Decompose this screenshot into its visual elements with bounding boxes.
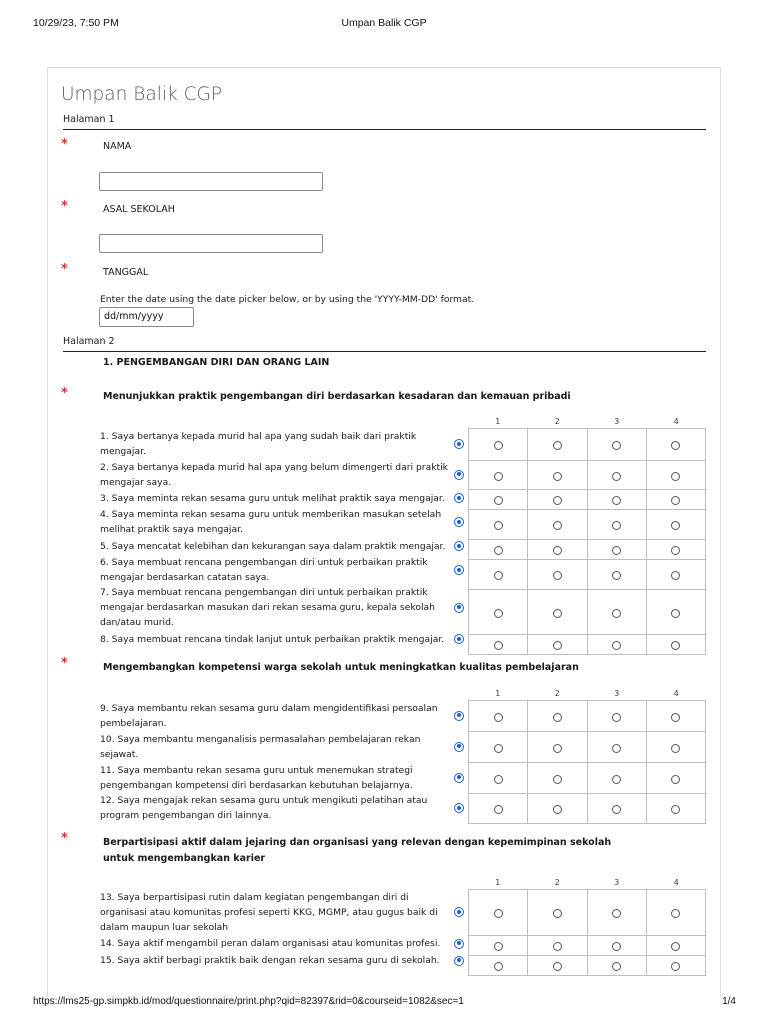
required-asterisk: * <box>61 656 68 671</box>
table-row <box>469 732 706 763</box>
radio-option-4[interactable] <box>671 521 680 530</box>
no-answer-radio-selected[interactable] <box>454 907 464 917</box>
radio-option-1[interactable] <box>494 909 503 918</box>
rating-cell-1 <box>469 936 528 956</box>
no-answer-radio-selected[interactable] <box>454 773 464 783</box>
rating-cell-4 <box>646 510 705 540</box>
no-answer-radio-selected[interactable] <box>454 565 464 575</box>
table-row <box>469 890 706 936</box>
scale-label: 3 <box>614 878 620 887</box>
scale-header <box>468 878 706 888</box>
rating-cell-3 <box>587 560 646 590</box>
scale-label: 3 <box>614 689 620 698</box>
radio-option-4[interactable] <box>671 775 680 784</box>
radio-option-2[interactable] <box>553 496 562 505</box>
required-asterisk: * <box>61 262 68 277</box>
rating-cell-2 <box>528 936 587 956</box>
date-input[interactable]: dd/mm/yyyy <box>99 307 194 327</box>
radio-option-1[interactable] <box>494 713 503 722</box>
question-item-text: 12. Saya mengajak rekan sesama guru untuk mengikuti pelatihan atau program pengembangan diri lainnya. <box>100 795 428 821</box>
rating-cell-1 <box>469 590 528 635</box>
rating-cell-1 <box>469 956 528 976</box>
question-item-text: 2. Saya bertanya kepada murid hal apa yang belum dimengerti dari praktik mengajar saya. <box>100 461 448 488</box>
page-2-header: Halaman 2 <box>63 336 706 352</box>
radio-option-2[interactable] <box>553 546 562 555</box>
rating-cell-4 <box>646 560 705 590</box>
radio-option-3[interactable] <box>612 713 621 722</box>
table-row <box>469 560 706 590</box>
radio-option-4[interactable] <box>671 496 680 505</box>
radio-option-2[interactable] <box>553 805 562 814</box>
rating-matrix <box>468 428 706 655</box>
rating-cell-1 <box>469 560 528 590</box>
scale-label: 1 <box>495 689 501 698</box>
rating-cell-2 <box>528 490 587 510</box>
no-answer-radio-selected[interactable] <box>454 470 464 480</box>
print-footer <box>0 996 768 1010</box>
rating-matrix <box>468 700 706 824</box>
scale-label: 3 <box>614 417 620 426</box>
no-answer-radio-selected[interactable] <box>454 742 464 752</box>
rating-cell-4 <box>646 701 705 732</box>
radio-option-1[interactable] <box>494 942 503 951</box>
question-group-title: Berpartisipasi aktif dalam jejaring dan organisasi yang relevan dengan kepemimpinan sekolah untuk mengembangkan karier <box>103 837 612 864</box>
table-row <box>469 701 706 732</box>
table-row <box>469 956 706 976</box>
no-answer-radio-selected[interactable] <box>454 517 464 527</box>
tanggal-label: TANGGAL <box>103 267 149 278</box>
radio-option-2[interactable] <box>553 909 562 918</box>
radio-option-1[interactable] <box>494 521 503 530</box>
radio-option-4[interactable] <box>671 609 680 618</box>
required-asterisk: * <box>61 137 68 152</box>
radio-option-2[interactable] <box>553 744 562 753</box>
rating-cell-4 <box>646 763 705 794</box>
rating-cell-4 <box>646 461 705 490</box>
rating-cell-4 <box>646 890 705 936</box>
table-row <box>469 490 706 510</box>
rating-cell-4 <box>646 490 705 510</box>
table-row <box>469 794 706 824</box>
question-item-text: 13. Saya berpartisipasi rutin dalam kegiatan pengembangan diri di organisasi atau komunitas profesi seperti KKG, MGMP, atau gugus baik di dalam maupun luar sekolah <box>100 891 438 933</box>
nama-input[interactable] <box>99 172 323 191</box>
radio-option-3[interactable] <box>612 609 621 618</box>
rating-cell-2 <box>528 461 587 490</box>
rating-cell-3 <box>587 701 646 732</box>
question-item-text: 10. Saya membantu menganalisis permasalahan pembelajaran rekan sejawat. <box>100 733 421 760</box>
asal-sekolah-label: ASAL SEKOLAH <box>103 204 175 215</box>
table-row <box>469 540 706 560</box>
scale-header <box>468 689 706 699</box>
question-item-text: 5. Saya mencatat kelebihan dan kekurangan saya dalam praktik mengajar. <box>100 540 446 552</box>
required-asterisk: * <box>61 831 68 846</box>
radio-option-3[interactable] <box>612 641 621 650</box>
radio-option-4[interactable] <box>671 713 680 722</box>
rating-cell-3 <box>587 540 646 560</box>
no-answer-radio-selected[interactable] <box>454 956 464 966</box>
radio-option-1[interactable] <box>494 571 503 580</box>
rating-cell-4 <box>646 936 705 956</box>
table-row <box>469 763 706 794</box>
no-answer-radio-selected[interactable] <box>454 711 464 721</box>
scale-label: 2 <box>554 689 560 698</box>
rating-cell-3 <box>587 936 646 956</box>
scale-label: 2 <box>554 417 560 426</box>
table-row <box>469 429 706 461</box>
radio-option-4[interactable] <box>671 571 680 580</box>
scale-label: 4 <box>673 689 679 698</box>
radio-option-3[interactable] <box>612 942 621 951</box>
date-help-text: Enter the date using the date picker below, or by using the 'YYYY-MM-DD' format. <box>100 294 475 305</box>
rating-cell-2 <box>528 701 587 732</box>
radio-option-4[interactable] <box>671 641 680 650</box>
print-page-title: Umpan Balik CGP <box>341 17 427 29</box>
rating-cell-4 <box>646 429 705 461</box>
radio-option-1[interactable] <box>494 775 503 784</box>
print-page-number: 1/4 <box>722 996 736 1007</box>
question-item-text: 7. Saya membuat rencana pengembangan diri untuk perbaikan praktik mengajar berdasarkan masukan dari rekan sesama guru, kepala sekolah dan/atau murid. <box>100 587 435 628</box>
rating-cell-4 <box>646 590 705 635</box>
rating-cell-1 <box>469 701 528 732</box>
question-item-text: 14. Saya aktif mengambil peran dalam organisasi atau komunitas profesi. <box>100 938 441 949</box>
page-1-header: Halaman 1 <box>63 114 706 130</box>
rating-cell-1 <box>469 461 528 490</box>
nama-label: NAMA <box>103 141 132 152</box>
question-item-text: 6. Saya membuat rencana pengembangan diri untuk perbaikan praktik mengajar berdasarkan catatan saya. <box>100 557 428 583</box>
radio-option-1[interactable] <box>494 441 503 450</box>
radio-option-3[interactable] <box>612 546 621 555</box>
rating-cell-3 <box>587 890 646 936</box>
radio-option-1[interactable] <box>494 496 503 505</box>
rating-cell-2 <box>528 956 587 976</box>
scale-header <box>468 417 706 427</box>
no-answer-radio-selected[interactable] <box>454 493 464 503</box>
radio-option-2[interactable] <box>553 472 562 481</box>
rating-cell-4 <box>646 540 705 560</box>
radio-option-4[interactable] <box>671 472 680 481</box>
rating-cell-2 <box>528 635 587 655</box>
table-row <box>469 936 706 956</box>
no-answer-radio-selected[interactable] <box>454 541 464 551</box>
radio-option-2[interactable] <box>553 609 562 618</box>
rating-cell-2 <box>528 429 587 461</box>
question-item-text: 9. Saya membantu rekan sesama guru dalam mengidentifikasi persoalan pembelajaran. <box>100 702 438 729</box>
rating-cell-4 <box>646 956 705 976</box>
radio-option-2[interactable] <box>553 641 562 650</box>
radio-option-3[interactable] <box>612 805 621 814</box>
radio-option-3[interactable] <box>612 496 621 505</box>
rating-cell-4 <box>646 794 705 824</box>
radio-option-4[interactable] <box>671 942 680 951</box>
radio-option-1[interactable] <box>494 609 503 618</box>
rating-cell-2 <box>528 540 587 560</box>
radio-option-2[interactable] <box>553 441 562 450</box>
rating-cell-1 <box>469 540 528 560</box>
rating-cell-1 <box>469 890 528 936</box>
rating-cell-1 <box>469 429 528 461</box>
scale-label: 1 <box>495 878 501 887</box>
radio-option-2[interactable] <box>553 942 562 951</box>
asal-sekolah-input[interactable] <box>99 234 323 253</box>
table-row <box>469 590 706 635</box>
radio-option-1[interactable] <box>494 805 503 814</box>
rating-cell-2 <box>528 890 587 936</box>
required-asterisk: * <box>61 386 68 401</box>
radio-option-1[interactable] <box>494 744 503 753</box>
rating-cell-3 <box>587 732 646 763</box>
rating-cell-3 <box>587 590 646 635</box>
scale-label: 4 <box>673 878 679 887</box>
rating-cell-1 <box>469 763 528 794</box>
rating-cell-1 <box>469 794 528 824</box>
radio-option-2[interactable] <box>553 713 562 722</box>
table-row <box>469 461 706 490</box>
print-url: https://lms25-gp.simpkb.id/mod/questionnaire/print.php?qid=82397&rid=0&courseid=1082&sec=1 <box>33 996 464 1007</box>
radio-option-4[interactable] <box>671 962 680 971</box>
section-title: 1. PENGEMBANGAN DIRI DAN ORANG LAIN <box>103 357 330 368</box>
no-answer-radio-selected[interactable] <box>454 803 464 813</box>
print-header <box>0 17 768 31</box>
radio-option-2[interactable] <box>553 571 562 580</box>
question-item-text: 1. Saya bertanya kepada murid hal apa yang sudah baik dari praktik mengajar. <box>100 431 417 457</box>
rating-cell-3 <box>587 490 646 510</box>
rating-cell-4 <box>646 635 705 655</box>
radio-option-3[interactable] <box>612 571 621 580</box>
rating-cell-3 <box>587 956 646 976</box>
rating-cell-1 <box>469 510 528 540</box>
radio-option-1[interactable] <box>494 472 503 481</box>
question-item-text: 3. Saya meminta rekan sesama guru untuk melihat praktik saya mengajar. <box>100 492 445 504</box>
rating-cell-4 <box>646 732 705 763</box>
table-row <box>469 635 706 655</box>
radio-option-3[interactable] <box>612 521 621 530</box>
radio-option-2[interactable] <box>553 962 562 971</box>
rating-cell-2 <box>528 560 587 590</box>
rating-cell-2 <box>528 763 587 794</box>
rating-cell-1 <box>469 490 528 510</box>
radio-option-3[interactable] <box>612 962 621 971</box>
radio-option-3[interactable] <box>612 744 621 753</box>
question-group-title: Mengembangkan kompetensi warga sekolah untuk meningkatkan kualitas pembelajaran <box>103 662 579 673</box>
rating-cell-3 <box>587 510 646 540</box>
rating-cell-3 <box>587 429 646 461</box>
rating-cell-3 <box>587 763 646 794</box>
rating-cell-2 <box>528 794 587 824</box>
radio-option-3[interactable] <box>612 441 621 450</box>
rating-cell-1 <box>469 635 528 655</box>
rating-cell-3 <box>587 461 646 490</box>
radio-option-2[interactable] <box>553 521 562 530</box>
required-asterisk: * <box>61 199 68 214</box>
radio-option-4[interactable] <box>671 805 680 814</box>
scale-label: 2 <box>554 878 560 887</box>
question-item-text: 4. Saya meminta rekan sesama guru untuk memberikan masukan setelah melihat praktik saya mengajar. <box>100 509 442 535</box>
no-answer-radio-selected[interactable] <box>454 603 464 613</box>
scale-label: 1 <box>495 417 501 426</box>
rating-cell-3 <box>587 635 646 655</box>
radio-option-4[interactable] <box>671 441 680 450</box>
scale-label: 4 <box>673 417 679 426</box>
question-item-text: 15. Saya aktif berbagi praktik baik dengan rekan sesama guru di sekolah. <box>100 955 440 966</box>
question-item-text: 11. Saya membantu rekan sesama guru untuk menemukan strategi pengembangan kompetensi diri berdasarkan kebutuhan belajarnya. <box>100 764 413 791</box>
no-answer-radio-selected[interactable] <box>454 439 464 449</box>
rating-cell-2 <box>528 510 587 540</box>
radio-option-1[interactable] <box>494 962 503 971</box>
rating-cell-2 <box>528 732 587 763</box>
form-title: Umpan Balik CGP <box>61 84 222 105</box>
radio-option-3[interactable] <box>612 775 621 784</box>
radio-option-3[interactable] <box>612 909 621 918</box>
radio-option-1[interactable] <box>494 546 503 555</box>
question-group-title: Menunjukkan praktik pengembangan diri berdasarkan kesadaran dan kemauan pribadi <box>103 391 571 402</box>
rating-cell-2 <box>528 590 587 635</box>
radio-option-4[interactable] <box>671 909 680 918</box>
question-item-text: 8. Saya membuat rencana tindak lanjut untuk perbaikan praktik mengajar. <box>100 633 445 645</box>
radio-option-4[interactable] <box>671 546 680 555</box>
print-datetime: 10/29/23, 7:50 PM <box>33 17 119 29</box>
rating-cell-1 <box>469 732 528 763</box>
table-row <box>469 510 706 540</box>
no-answer-radio-selected[interactable] <box>454 634 464 644</box>
radio-option-2[interactable] <box>553 775 562 784</box>
radio-option-1[interactable] <box>494 641 503 650</box>
radio-option-4[interactable] <box>671 744 680 753</box>
radio-option-3[interactable] <box>612 472 621 481</box>
no-answer-radio-selected[interactable] <box>454 939 464 949</box>
rating-matrix <box>468 889 706 976</box>
rating-cell-3 <box>587 794 646 824</box>
